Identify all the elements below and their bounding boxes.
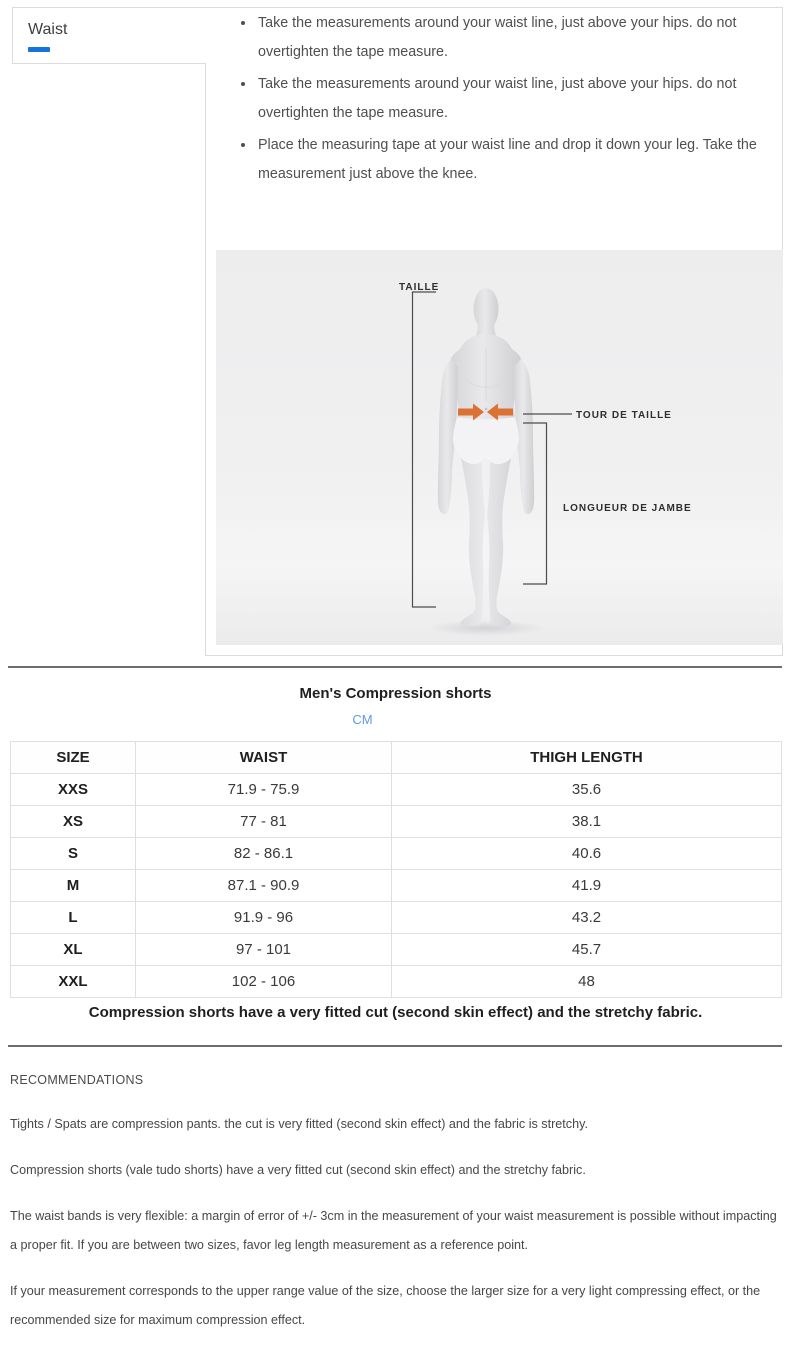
diagram-label-leg-length: LONGUEUR DE JAMBE: [563, 503, 692, 514]
waist-cell: 102 - 106: [136, 966, 392, 998]
tab-waist[interactable]: [12, 7, 205, 63]
table-row: [11, 774, 782, 806]
recommendation-paragraph: If your measurement corresponds to the upper range value of the size, choose the larger size for a very light compressing effect, or the recommended size for maximum compression effect.: [10, 1284, 761, 1327]
measurement-diagram: [216, 250, 783, 645]
unit-toggle-wrap: [0, 712, 791, 728]
column-header-waist: WAIST: [136, 742, 392, 774]
size-cell: L: [11, 902, 136, 934]
diagram-label-waist: TOUR DE TAILLE: [576, 410, 672, 421]
thigh-length-cell: 40.6: [392, 838, 782, 870]
size-cell: M: [11, 870, 136, 902]
table-body: [11, 774, 782, 998]
thigh-length-cell: 48: [392, 966, 782, 998]
floor-shadow: [428, 620, 544, 636]
size-chart-title: Men's Compression shorts: [299, 685, 492, 702]
instruction-item: • Take the measurements around your waist line, just above your hips. do not overtighten the tape measure.: [256, 70, 788, 128]
size-cell: XS: [11, 806, 136, 838]
thigh-length-cell: 35.6: [392, 774, 782, 806]
table-row: [11, 806, 782, 838]
waist-cell: 87.1 - 90.9: [136, 870, 392, 902]
waist-cell: 71.9 - 75.9: [136, 774, 392, 806]
size-cell: S: [11, 838, 136, 870]
column-header-size: SIZE: [11, 742, 136, 774]
thigh-length-cell: 38.1: [392, 806, 782, 838]
unit-toggle-cm[interactable]: CM: [352, 712, 373, 727]
size-chart-table: [10, 741, 782, 998]
tab-waist-label: Waist: [28, 21, 68, 38]
fit-note: Compression shorts have a very fitted cut (second skin effect) and the stretchy fabric.: [88, 1004, 703, 1021]
table-row: [11, 870, 782, 902]
table-row: [11, 934, 782, 966]
instruction-item: • Place the measuring tape at your waist line and drop it down your leg. Take the measurement just above the knee.: [256, 131, 788, 189]
column-header-thigh-length: THIGH LENGTH: [392, 742, 782, 774]
table-header-row: [11, 742, 782, 774]
size-cell: XXS: [11, 774, 136, 806]
section-divider-top: [8, 666, 782, 668]
thigh-length-cell: 43.2: [392, 902, 782, 934]
table-row: [11, 902, 782, 934]
recommendation-paragraph: Tights / Spats are compression pants. the cut is very fitted (second skin effect) and the fabric is stretchy.: [10, 1117, 588, 1131]
instruction-item: • Take the measurements around your waist line, just above your hips. do not overtighten the tape measure.: [256, 9, 788, 67]
thigh-length-cell: 41.9: [392, 870, 782, 902]
recommendation-paragraph: Compression shorts (vale tudo shorts) have a very fitted cut (second skin effect) and the stretchy fabric.: [10, 1163, 586, 1177]
diagram-label-height: TAILLE: [399, 282, 440, 293]
mannequin-briefs: [453, 417, 519, 464]
waist-cell: 77 - 81: [136, 806, 392, 838]
table-row: [11, 966, 782, 998]
table-row: [11, 838, 782, 870]
waist-cell: 91.9 - 96: [136, 902, 392, 934]
active-tab-underline: [28, 47, 50, 52]
size-cell: XXL: [11, 966, 136, 998]
waist-cell: 97 - 101: [136, 934, 392, 966]
recommendations-text: [10, 1110, 783, 1352]
recommendation-paragraph: The waist bands is very flexible: a margin of error of +/- 3cm in the measurement of your waist measurement is possible without impacting a proper fit. If you are between two sizes, favor leg length measurement as a reference point.: [10, 1209, 777, 1252]
size-cell: XL: [11, 934, 136, 966]
waist-cell: 82 - 86.1: [136, 838, 392, 870]
instruction-list: [236, 9, 788, 192]
section-divider-bottom: [8, 1045, 782, 1047]
thigh-length-cell: 45.7: [392, 934, 782, 966]
recommendations-heading: RECOMMENDATIONS: [10, 1073, 144, 1087]
